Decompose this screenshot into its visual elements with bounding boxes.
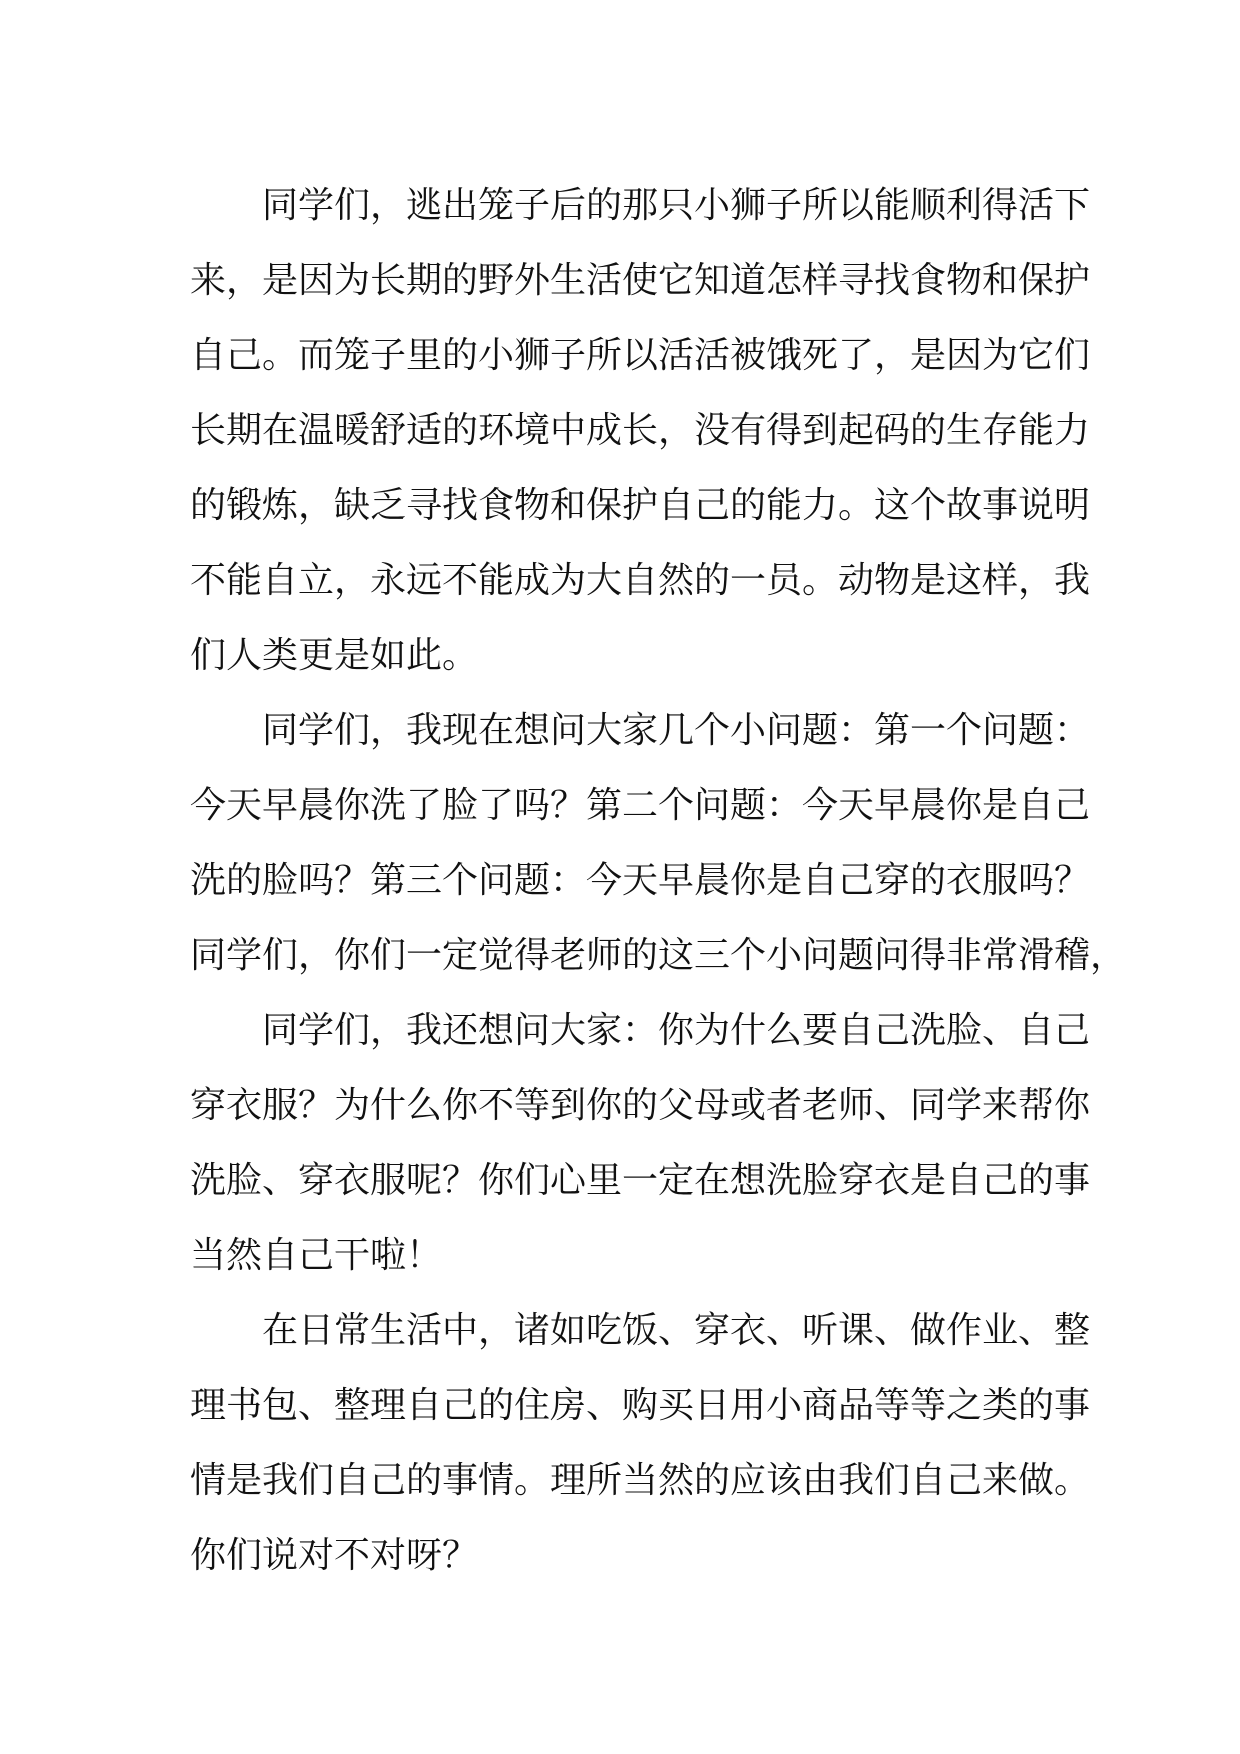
text-line: 长期在温暖舒适的环境中成长，没有得到起码的生存能力 <box>190 410 1091 451</box>
text-line: 自己。而笼子里的小狮子所以活活被饿死了，是因为它们 <box>190 335 1091 376</box>
text-line: 当然自己干啦！ <box>190 1235 443 1276</box>
text-line: 今天早晨你洗了脸了吗？第二个问题：今天早晨你是自己 <box>190 785 1091 826</box>
document-body <box>190 168 1127 1593</box>
text-line: 同学们，你们一定觉得老师的这三个小问题问得非常滑稽， <box>190 935 1127 976</box>
text-line: 情是我们自己的事情。理所当然的应该由我们自己来做。 <box>190 1460 1091 1501</box>
text-line: 不能自立，永远不能成为大自然的一员。动物是这样，我 <box>190 560 1091 601</box>
text-line: 在日常生活中，诸如吃饭、穿衣、听课、做作业、整 <box>262 1310 1091 1351</box>
text-line: 同学们，我还想问大家：你为什么要自己洗脸、自己 <box>262 1010 1091 1051</box>
text-line: 同学们，逃出笼子后的那只小狮子所以能顺利得活下 <box>262 185 1091 226</box>
text-line: 理书包、整理自己的住房、购买日用小商品等等之类的事 <box>190 1385 1091 1426</box>
text-line: 你们说对不对呀？ <box>190 1535 479 1576</box>
text-line: 洗的脸吗？第三个问题：今天早晨你是自己穿的衣服吗？ <box>190 860 1091 901</box>
text-line: 们人类更是如此。 <box>190 635 479 676</box>
text-line: 的锻炼，缺乏寻找食物和保护自己的能力。这个故事说明 <box>190 485 1091 526</box>
paragraph-lion-story <box>190 168 1091 693</box>
text-line: 来，是因为长期的野外生活使它知道怎样寻找食物和保护 <box>190 260 1091 301</box>
paragraph-daily-life <box>190 1293 1091 1593</box>
text-line: 穿衣服？为什么你不等到你的父母或者老师、同学来帮你 <box>190 1085 1091 1126</box>
paragraph-why-self <box>190 993 1091 1293</box>
text-line: 同学们，我现在想问大家几个小问题：第一个问题： <box>262 710 1091 751</box>
paragraph-questions <box>190 693 1127 993</box>
text-line: 洗脸、穿衣服呢？你们心里一定在想洗脸穿衣是自己的事 <box>190 1160 1091 1201</box>
